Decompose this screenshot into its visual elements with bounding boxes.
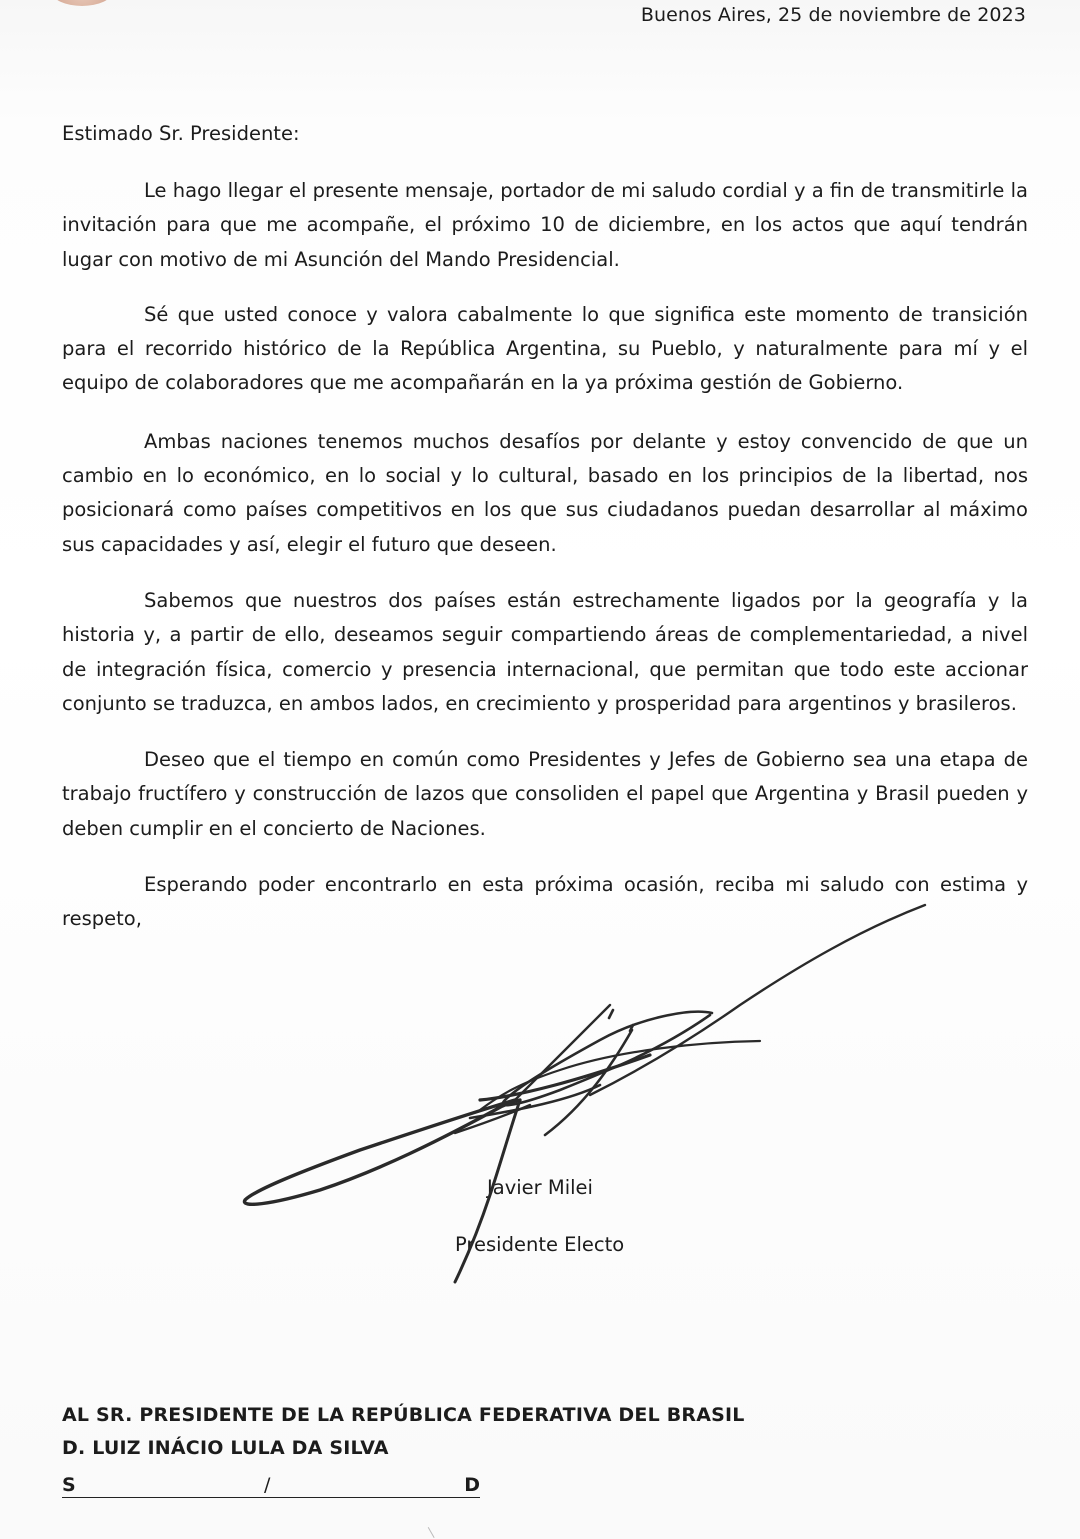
paragraph: Ambas naciones tenemos muchos desafíos por delante y estoy convencido de que un cambio en lo económico, en lo social y lo cultural, basado en los principios de la libertad, nos posicionará como países competitivos en los que sus ciudadanos puedan desarrollar al máximo sus capacidades y así, elegir el futuro que deseen. [62,429,1028,556]
signer-name: Javier Milei [487,1176,593,1199]
corner-photo-fragment [52,0,112,6]
paper-mark [428,1522,444,1538]
closing-paragraph: Esperando poder encontrarlo en esta próxima ocasión, reciba mi saludo con estima y respeto, [62,873,1028,931]
paragraph: Deseo que el tiempo en común como Presidentes y Jefes de Gobierno sea una etapa de trabajo fructífero y construcción de lazos que consoliden el papel que Argentina y Brasil pueden y deben cumplir en el concierto de Naciones. [62,748,1028,840]
sd-reference-line [62,1474,480,1500]
underline-rule [62,1497,480,1498]
slash-separator: / [264,1474,271,1496]
paragraph: Le hago llegar el presente mensaje, portador de mi saludo cordial y a fin de transmitirle la invitación para que me acompañe, el próximo 10 de diciembre, en los actos que aquí tendrán lugar con motivo de mi Asunción del Mando Presidencial. [62,179,1028,271]
paragraph: Sabemos que nuestros dos países están estrechamente ligados por la geografía y la historia y, a partir de ello, deseamos seguir compartiendo áreas de complementariedad, a nivel de integración física, comercio y presencia internacional, que permitan que todo este accionar conjunto se traduzca, en ambos lados, en crecimiento y prosperidad para argentinos y brasileros. [62,588,1028,715]
salutation: Estimado Sr. Presidente: [62,122,300,145]
place-date: Buenos Aires, 25 de noviembre de 2023 [640,4,1026,26]
recipient-line-2: D. LUIZ INÁCIO LULA DA SILVA [62,1437,389,1459]
d-label: D [464,1474,480,1496]
signer-title: Presidente Electo [455,1233,625,1256]
s-label: S [62,1474,76,1496]
paragraph: Sé que usted conoce y valora cabalmente lo que significa este momento de transición para el recorrido histórico de la República Argentina, su Pueblo, y naturalmente para mí y el equipo de colaboradores que me acompañarán en la ya próxima gestión de Gobierno. [62,302,1028,395]
recipient-line-1: AL SR. PRESIDENTE DE LA REPÚBLICA FEDERATIVA DEL BRASIL [62,1404,745,1426]
letter-body [62,174,1028,959]
